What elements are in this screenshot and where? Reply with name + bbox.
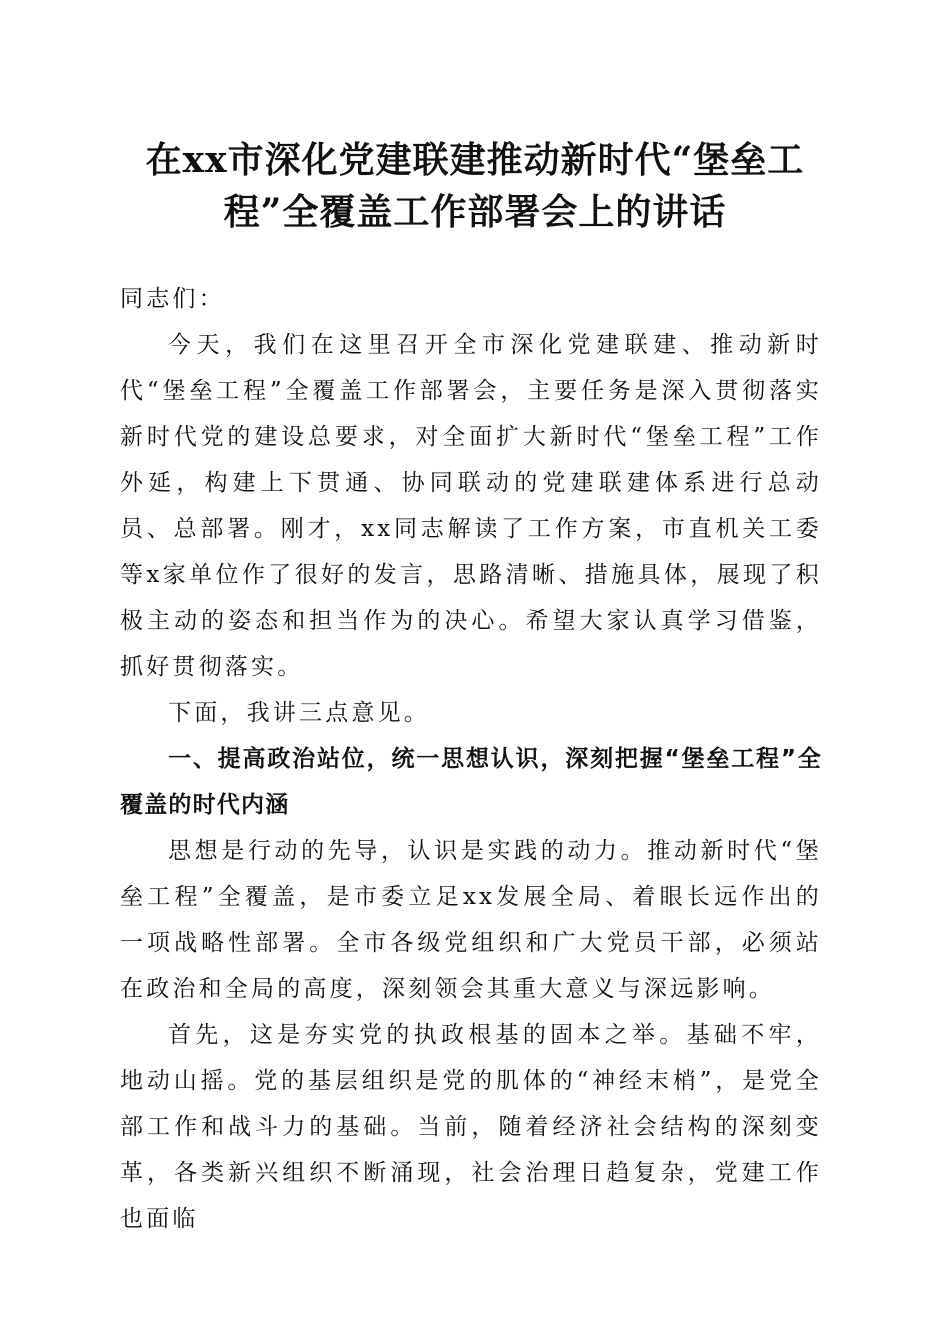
paragraph-section1-intro: 思想是行动的先导，认识是实践的动力。推动新时代“堡垒工程”全覆盖，是市委立足xx发展全局、着眼长远作出的一项战略性部署。全市各级党组织和广大党员干部，必须站在政治和全局的高度，深刻领会其重大意义与深远影响。 — [120, 838, 822, 1002]
title-line-1: 在xx市深化党建联建推动新时代“堡垒工 — [145, 139, 805, 181]
paragraph-section1-first: 首先，这是夯实党的执政根基的固本之举。基础不牢，地动山摇。党的基层组织是党的肌体的“神经末梢”，是党全部工作和战斗力的基础。当前，随着经济社会结构的深刻变革，各类新兴组织不断涌现，社会治理日趋复杂，党建工作也面临 — [120, 1022, 822, 1232]
document-title — [120, 134, 830, 238]
salutation: 同志们： — [120, 286, 225, 312]
section-heading-1: 一、提高政治站位，统一思想认识，深刻把握“堡垒工程”全覆盖的时代内涵 — [120, 746, 822, 818]
title-line-2: 程”全覆盖工作部署会上的讲话 — [223, 191, 727, 233]
paragraph-outline: 下面，我讲三点意见。 — [168, 700, 430, 726]
paragraph-opening: 今天，我们在这里召开全市深化党建联建、推动新时代“堡垒工程”全覆盖工作部署会，主要任务是深入贯彻落实新时代党的建设总要求，对全面扩大新时代“堡垒工程”工作外延，构建上下贯通、协同联动的党建联建体系进行总动员、总部署。刚才，xx同志解读了工作方案，市直机关工委等x家单位作了很好的发言，思路清晰、措施具体，展现了积极主动的姿态和担当作为的决心。希望大家认真学习借鉴，抓好贯彻落实。 — [120, 332, 822, 680]
document-body — [120, 276, 822, 1242]
